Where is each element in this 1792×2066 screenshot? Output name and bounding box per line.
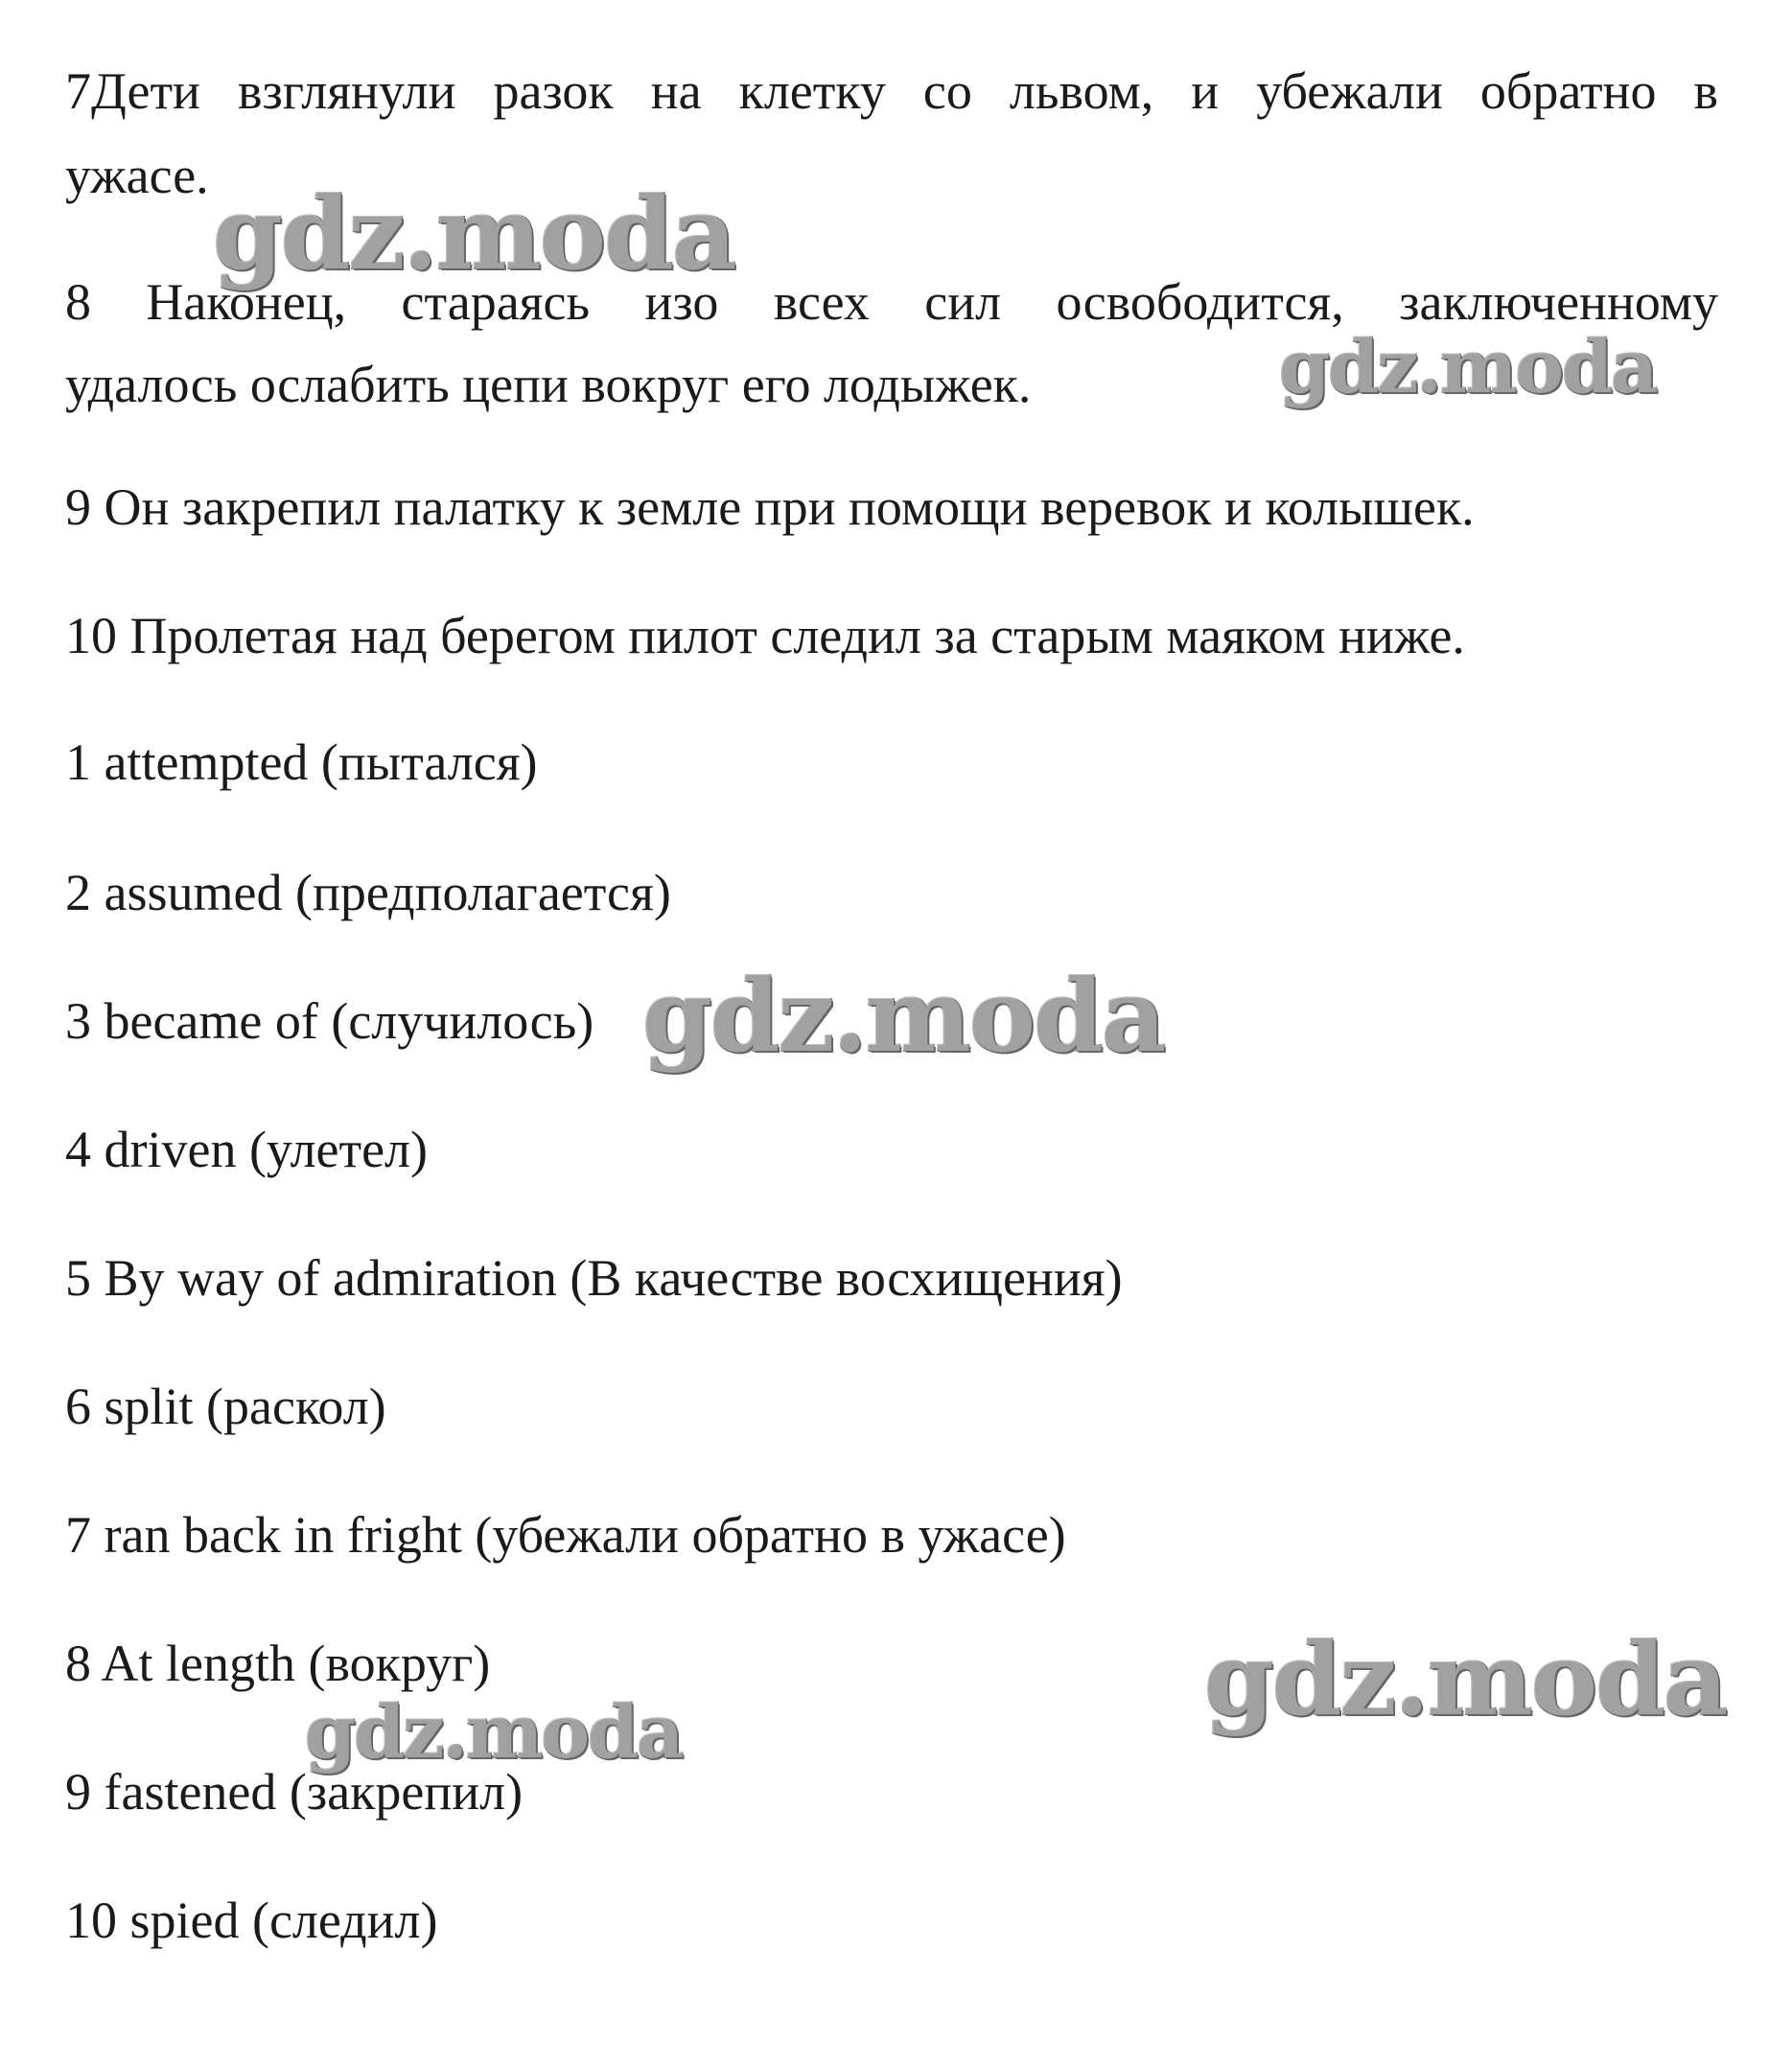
paragraph-10: 10 Пролетая над берегом пилот следил за старым маяком ниже. <box>65 607 1465 664</box>
answer-item: 9 fastened (закрепил) <box>65 1763 524 1821</box>
answer-item: 3 became of (случилось) <box>65 992 594 1050</box>
answer-item: 7 ran back in fright (убежали обратно в ужасе) <box>65 1506 1066 1564</box>
answer-item: 10 spied (следил) <box>65 1892 438 1949</box>
watermark-logo: gdz.moda <box>642 957 1165 1075</box>
paragraph-8-line-1: 8 Наконец, стараясь изо всех сил освободится, заключенному <box>65 273 1718 331</box>
answer-item: 4 driven (улетел) <box>65 1121 428 1178</box>
answer-item: 1 attempted (пытался) <box>65 733 538 791</box>
answer-item: 2 assumed (предполагается) <box>65 864 671 921</box>
watermark-logo: gdz.moda <box>1279 324 1657 409</box>
answer-item: 5 By way of admiration (В качестве восхищения) <box>65 1249 1123 1307</box>
answer-item: 8 At length (вокруг) <box>65 1635 491 1692</box>
watermark-logo: gdz.moda <box>305 1689 683 1775</box>
paragraph-7-line-2: ужасе. <box>65 147 209 204</box>
answer-item: 6 split (раскол) <box>65 1378 386 1435</box>
watermark-logo: gdz.moda <box>213 174 735 292</box>
paragraph-8-line-2: удалось ослабить цепи вокруг его лодыжек. <box>65 356 1032 413</box>
paragraph-7-line-1: 7Дети взглянули разок на клетку со львом, и убежали обратно в <box>65 62 1718 120</box>
watermark-logo: gdz.moda <box>1204 1620 1727 1738</box>
paragraph-9: 9 Он закрепил палатку к земле при помощи веревок и колышек. <box>65 478 1475 536</box>
